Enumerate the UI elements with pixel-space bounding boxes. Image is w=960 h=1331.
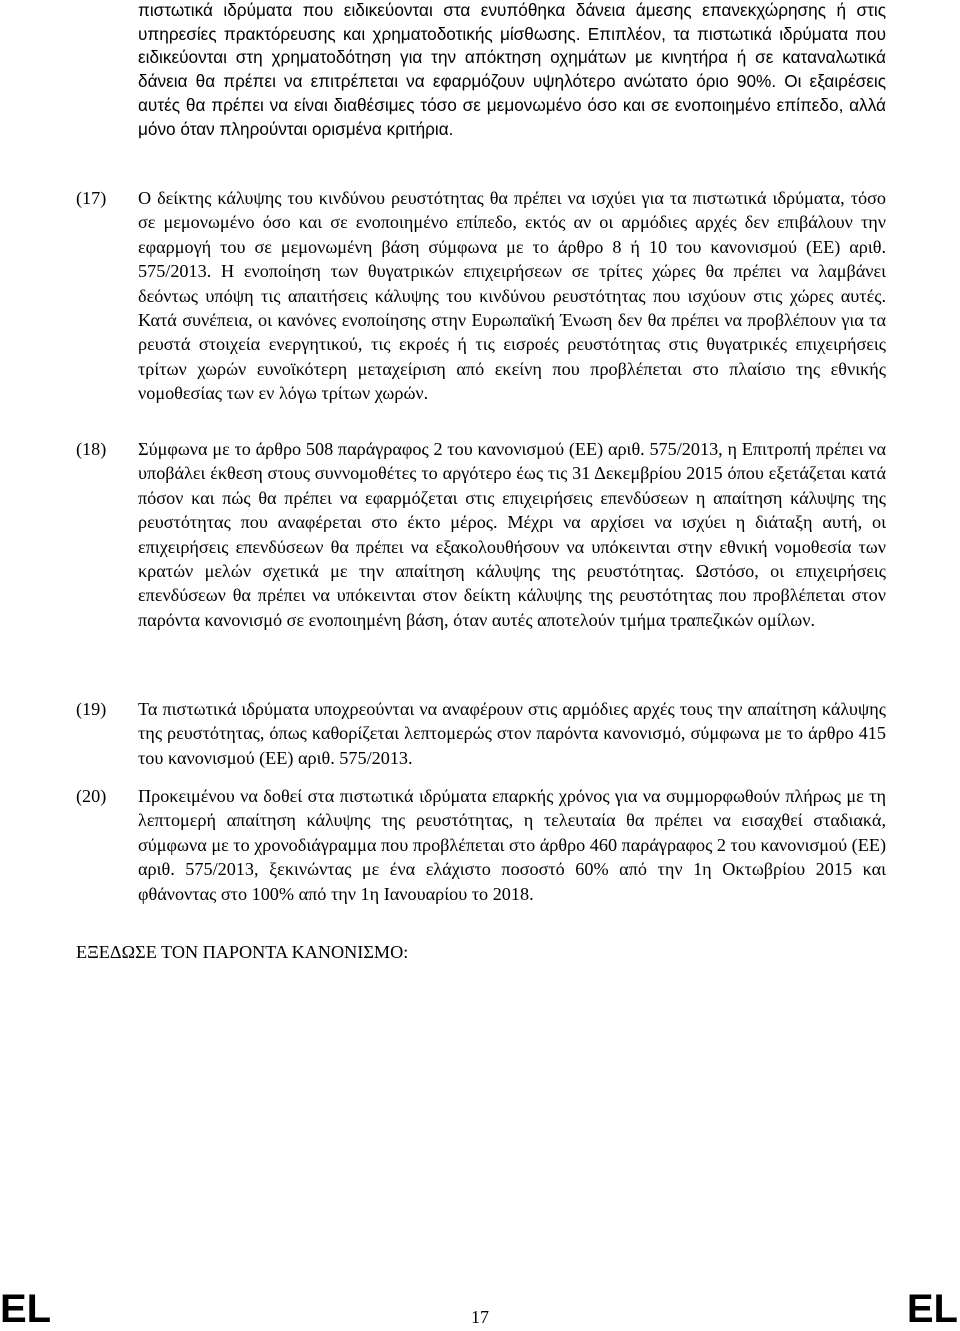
closing-formula: ΕΞΕΔΩΣΕ ΤΟΝ ΠΑΡΟΝΤΑ ΚΑΝΟΝΙΣΜΟ: <box>76 942 409 962</box>
footer-language-right: EL <box>906 1287 958 1331</box>
footer-language-left: EL <box>0 1287 52 1331</box>
recital-text-20: Προκειμένου να δοθεί στα πιστωτικά ιδρύματα επαρκής χρόνος για να συμμορφωθούν πλήρως με τη λεπτομερή απαίτηση κάλυψης της ρευστότητας, η τελευταία θα πρέπει να εισαχθεί σταδιακά, σύμφωνα με το χρονοδιάγραμμα που προβλέπεται στο άρθρο 460 παράγραφος 2 του κανονισμού (ΕΕ) αριθ. 575/2013, ξεκινώντας με ένα ελάχιστο ποσοστό 60% από την 1η Οκτωβρίου 2015 και φθάνοντας στο 100% από την 1η Ιανουαρίου το 2018. <box>138 786 886 904</box>
recital-number-18: (18) <box>76 439 107 459</box>
recital-number-20: (20) <box>76 786 107 806</box>
continuation-paragraph: πιστωτικά ιδρύματα που ειδικεύονται στα ενυπόθηκα δάνεια άμεσης επανεκχώρησης ή στις υπηρεσίες πρακτόρευσης και χρηματοδοτικής μίσθωσης. Επιπλέον, τα πιστωτικά ιδρύματα που ειδικεύονται στη χρηματοδότηση για την απόκτηση οχημάτων με κινητήρα ή σε καταναλωτικά δάνεια θα πρέπει να επιτρέπεται να εφαρμόζουν υψηλότερο ανώτατο όριο 90%. Οι εξαιρέσεις αυτές θα πρέπει να είναι διαθέσιμες τόσο σε μεμονωμένο όσο και σε ενοποιημένο επίπεδο, αλλά μόνο όταν πληρούνται ορισμένα κριτήρια. <box>138 0 886 139</box>
recital-number-19: (19) <box>76 699 107 719</box>
recital-text-19: Τα πιστωτικά ιδρύματα υποχρεούνται να αναφέρουν στις αρμόδιες αρχές τους την απαίτηση κάλυψης της ρευστότητας, όπως καθορίζεται λεπτομερώς στον παρόντα κανονισμό, σύμφωνα με το άρθρο 415 του κανονισμού (ΕΕ) αριθ. 575/2013. <box>138 699 886 768</box>
recital-text-17: Ο δείκτης κάλυψης του κινδύνου ρευστότητας θα πρέπει να ισχύει για τα πιστωτικά ιδρύματα, τόσο σε μεμονωμένο όσο και σε ενοποιημένο επίπεδο, εκτός αν οι αρμόδιες αρχές δεν επιβάλουν την εφαρμογή του σε μεμονωμένη βάση σύμφωνα με το άρθρο 8 ή 10 του κανονισμού (ΕΕ) αριθ. 575/2013. Η ενοποίηση των θυγατρικών επιχειρήσεων σε τρίτες χώρες θα πρέπει να λαμβάνει δεόντως υπόψη τις απαιτήσεις κάλυψης του κινδύνου ρευστότητας που ισχύουν στις χώρες αυτές. Κατά συνέπεια, οι κανόνες ενοποίησης στην Ευρωπαϊκή Ένωση δεν θα πρέπει να προβλέπουν για τα ρευστά στοιχεία ενεργητικού, τις εκροές ή τις εισροές ρευστότητας στις θυγατρικές επιχειρήσεις τρίτων χωρών ευνοϊκότερη μεταχείριση από εκείνη που προβλέπεται στο πλαίσιο της εθνικής νομοθεσίας των εν λόγω τρίτων χωρών. <box>138 188 886 404</box>
recital-text-18: Σύμφωνα με το άρθρο 508 παράγραφος 2 του κανονισμού (ΕΕ) αριθ. 575/2013, η Επιτροπή πρέπει να υποβάλει έκθεση στους συννομοθέτες το αργότερο έως τις 31 Δεκεμβρίου 2015 όπου εξετάζεται κατά πόσον και πώς θα πρέπει να εφαρμόζεται στις επιχειρήσεις επενδύσεων η απαίτηση κάλυψης της ρευστότητας που αναφέρεται στο έκτο μέρος. Μέχρι να αρχίσει να ισχύει η διάταξη αυτή, οι επιχειρήσεις επενδύσεων θα πρέπει να εξακολουθήσουν να υπόκεινται στην εθνική νομοθεσία των κρατών μελών σχετικά με την απαίτηση κάλυψης της ρευστότητας. Ωστόσο, οι επιχειρήσεις επενδύσεων θα πρέπει να υπόκεινται στον δείκτη κάλυψης της ρευστότητας που προβλέπεται στον παρόντα κανονισμό σε ενοποιημένη βάση, όταν αυτές αποτελούν τμήμα τραπεζικών ομίλων. <box>138 439 886 630</box>
page-number: 17 <box>471 1307 489 1327</box>
recital-number-17: (17) <box>76 188 107 208</box>
